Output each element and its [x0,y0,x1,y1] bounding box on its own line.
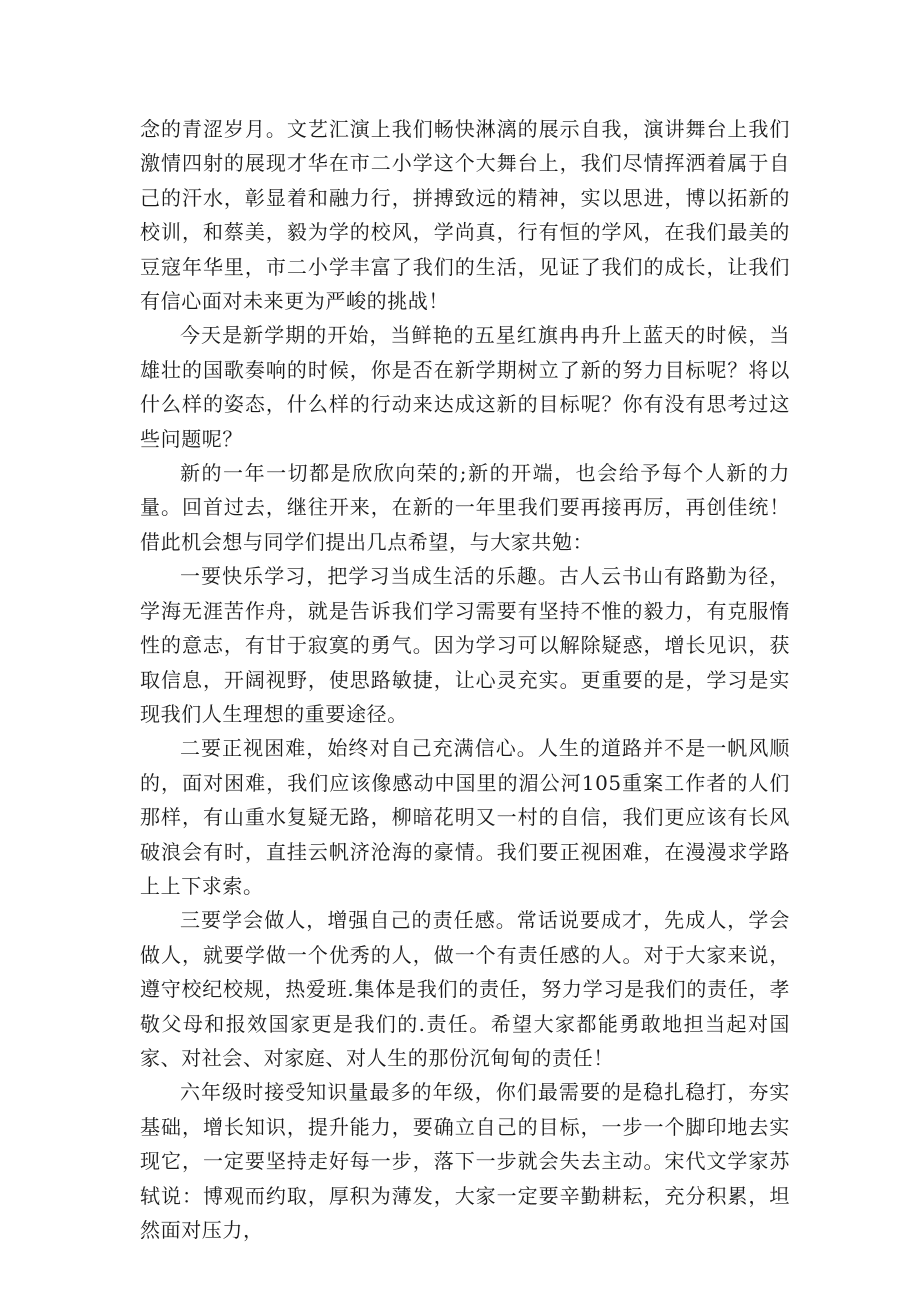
paragraph-3: 新的一年一切都是欣欣向荣的;新的开端，也会给予每个人新的力量。回首过去，继往开来，在新的一年里我们要再接再厉，再创佳统！借此机会想与同学们提出几点希望，与大家共勉： [140,461,790,554]
paragraph-1: 念的青涩岁月。文艺汇演上我们畅快淋漓的展示自我，演讲舞台上我们激情四射的展现才华在市二小学这个大舞台上，我们尽情挥洒着属于自己的汗水，彰显着和融力行，拼搏致远的精神，实以思进，博以拓新的校训，和蔡美，毅为学的校风，学尚真，行有恒的学风，在我们最美的豆寇年华里，市二小学丰富了我们的生活，见证了我们的成长，让我们有信心面对未来更为严峻的挑战！ [140,117,790,314]
paragraph-5: 二要正视困难，始终对自己充满信心。人生的道路并不是一帆风顺的，面对困难，我们应该像感动中国里的湄公河105重案工作者的人们那样，有山重水复疑无路，柳暗花明又一村的自信，我们更应该有长风破浪会有时，直挂云帆济沧海的豪情。我们要正视困难，在漫漫求学路上上下求索。 [140,736,790,898]
paragraph-4: 一要快乐学习，把学习当成生活的乐趣。古人云书山有路勤为径，学海无涯苦作舟，就是告诉我们学习需要有坚持不惟的毅力，有克服惰性的意志，有甘于寂寞的勇气。因为学习可以解除疑惑，增长见识，获取信息，开阔视野，使思路敏捷，让心灵充实。更重要的是，学习是实现我们人生理想的重要途径。 [140,564,790,726]
paragraph-6: 三要学会做人，增强自己的责任感。常话说要成才，先成人，学会做人，就要学做一个优秀的人，做一个有责任感的人。对于大家来说，遵守校纪校规，热爱班.集体是我们的责任，努力学习是我们的责任，孝敬父母和报效国家更是我们的.责任。希望大家都能勇敢地担当起对国家、对社会、对家庭、对人生的那份沉甸甸的责任！ [140,908,790,1070]
paragraph-7: 六年级时接受知识量最多的年级，你们最需要的是稳扎稳打，夯实基础，增长知识，提升能力，要确立自己的目标，一步一个脚印地去实现它，一定要坚持走好每一步，落下一步就会失去主动。宋代文学家苏轼说：博观而约取，厚积为薄发，大家一定要辛勤耕耘，充分积累，坦然面对压力， [140,1080,790,1242]
paragraph-2: 今天是新学期的开始，当鲜艳的五星红旗冉冉升上蓝天的时候，当雄壮的国歌奏响的时候，你是否在新学期树立了新的努力目标呢？将以什么样的姿态，什么样的行动来达成这新的目标呢？你有没有思考过这些问题呢？ [140,323,790,451]
document-body [140,112,790,1247]
